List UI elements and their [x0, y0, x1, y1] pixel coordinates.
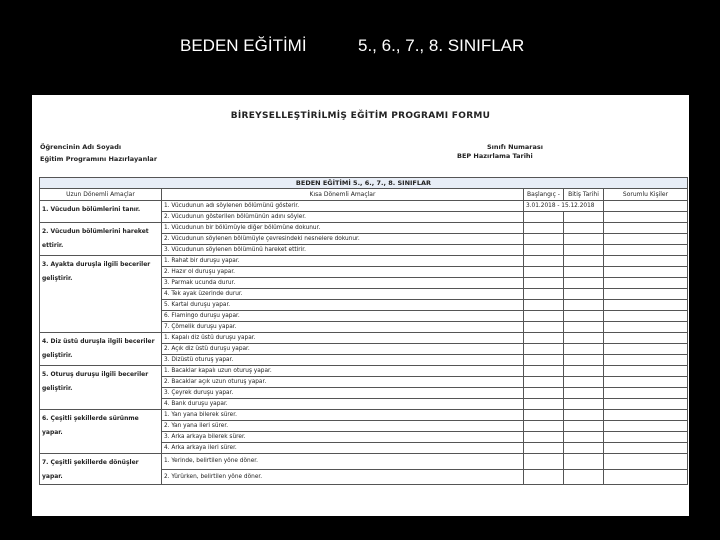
long-term-goal: 7. Çeşitli şekillerde dönüşler yapar.	[40, 454, 162, 485]
short-term-goal: 1. Rahat bir duruşu yapar.	[162, 256, 524, 267]
short-term-goal: 2. Açık diz üstü duruşu yapar.	[162, 344, 524, 355]
responsible-cell	[604, 234, 688, 245]
preparers-label: Eğitim Programını Hazırlayanlar	[40, 155, 158, 163]
responsible-cell	[604, 410, 688, 421]
long-term-goal: 3. Ayakta duruşla ilgili beceriler geliştirir.	[40, 256, 162, 333]
table-row	[40, 366, 688, 377]
school-no-label: Sınıfı Numarası	[487, 143, 543, 151]
short-term-goal: 2. Vücudunun gösterilen bölümünün adını söyler.	[162, 212, 524, 223]
responsible-cell	[604, 469, 688, 485]
short-term-goal: 2. Bacaklar açık uzun oturuş yapar.	[162, 377, 524, 388]
table-row	[40, 256, 688, 267]
short-term-goal: 1. Yan yana bilerek sürer.	[162, 410, 524, 421]
end-date-cell	[564, 212, 604, 223]
responsible-cell	[604, 256, 688, 267]
start-date-cell	[524, 311, 564, 322]
table-row	[40, 410, 688, 421]
responsible-cell	[604, 212, 688, 223]
responsible-cell	[604, 355, 688, 366]
end-date-cell	[564, 311, 604, 322]
responsible-cell	[604, 421, 688, 432]
bep-form-document	[32, 95, 689, 516]
start-date-cell	[524, 267, 564, 278]
end-date-cell	[564, 223, 604, 234]
end-date-cell	[564, 421, 604, 432]
table-band-title: BEDEN EĞİTİMİ 5., 6., 7., 8. SINIFLAR	[40, 178, 688, 189]
short-term-goal: 1. Vücudunun bir bölümüyle diğer bölümüne dokunur.	[162, 223, 524, 234]
responsible-cell	[604, 399, 688, 410]
start-date-cell	[524, 212, 564, 223]
responsible-cell	[604, 223, 688, 234]
responsible-cell	[604, 289, 688, 300]
start-date-cell	[524, 355, 564, 366]
end-date-cell	[564, 377, 604, 388]
responsible-cell	[604, 454, 688, 470]
col-long-term: Uzun Dönemli Amaçlar	[40, 189, 162, 201]
start-date-cell	[524, 245, 564, 256]
start-date-cell	[524, 322, 564, 333]
start-date-cell	[524, 333, 564, 344]
short-term-goal: 1. Yerinde, belirtilen yöne döner.	[162, 454, 524, 470]
short-term-goal: 1. Vücudunun adı söylenen bölümünü gösterir.	[162, 201, 524, 212]
table-row	[40, 454, 688, 470]
student-name-label: Öğrencinin Adı Soyadı	[40, 143, 122, 151]
long-term-goal: 5. Oturuş duruşu ilgili beceriler geliştirir.	[40, 366, 162, 410]
start-date-cell	[524, 421, 564, 432]
responsible-cell	[604, 366, 688, 377]
slide-title-grades: 5., 6., 7., 8. SINIFLAR	[358, 36, 525, 55]
start-date-cell	[524, 377, 564, 388]
short-term-goal: 2. Yan yana ileri sürer.	[162, 421, 524, 432]
start-date-cell	[524, 223, 564, 234]
start-date-cell	[524, 289, 564, 300]
end-date-cell	[564, 399, 604, 410]
responsible-cell	[604, 344, 688, 355]
short-term-goal: 4. Bank duruşu yapar.	[162, 399, 524, 410]
col-responsible: Sorumlu Kişiler	[604, 189, 688, 201]
start-date-cell	[524, 469, 564, 485]
end-date-cell	[564, 388, 604, 399]
short-term-goal: 2. Vücudunun söylenen bölümüyle çevresindeki nesnelere dokunur.	[162, 234, 524, 245]
table-row	[40, 333, 688, 344]
short-term-goal: 2. Hazır ol duruşu yapar.	[162, 267, 524, 278]
responsible-cell	[604, 432, 688, 443]
end-date-cell	[564, 267, 604, 278]
end-date-cell	[564, 245, 604, 256]
short-term-goal: 1. Bacaklar kapalı uzun oturuş yapar.	[162, 366, 524, 377]
responsible-cell	[604, 443, 688, 454]
responsible-cell	[604, 377, 688, 388]
short-term-goal: 7. Çömelik duruşu yapar.	[162, 322, 524, 333]
short-term-goal: 4. Tek ayak üzerinde durur.	[162, 289, 524, 300]
end-date-cell	[564, 410, 604, 421]
long-term-goal: 6. Çeşitli şekillerde sürünme yapar.	[40, 410, 162, 454]
responsible-cell	[604, 267, 688, 278]
end-date-cell	[564, 333, 604, 344]
short-term-goal: 2. Yürürken, belirtilen yöne döner.	[162, 469, 524, 485]
end-date-cell	[564, 278, 604, 289]
col-start: Başlangıç -	[524, 189, 564, 201]
slide-title	[0, 34, 720, 60]
end-date-cell	[564, 454, 604, 470]
end-date-cell	[564, 322, 604, 333]
long-term-goal: 1. Vücudun bölümlerini tanır.	[40, 201, 162, 223]
end-date-cell	[564, 300, 604, 311]
end-date-cell	[564, 256, 604, 267]
short-term-goal: 1. Kapalı diz üstü duruşu yapar.	[162, 333, 524, 344]
short-term-goal: 3. Dizüstü oturuş yapar.	[162, 355, 524, 366]
bep-date-label: BEP Hazırlama Tarihi	[457, 152, 533, 160]
short-term-goal: 6. Flamingo duruşu yapar.	[162, 311, 524, 322]
table-row	[40, 201, 688, 212]
responsible-cell	[604, 322, 688, 333]
end-date-cell	[564, 366, 604, 377]
start-date-cell	[524, 432, 564, 443]
goals-table-body	[40, 201, 688, 485]
col-short-term: Kısa Dönemli Amaçlar	[162, 189, 524, 201]
end-date-cell	[564, 355, 604, 366]
start-date-cell	[524, 366, 564, 377]
end-date-cell	[564, 344, 604, 355]
end-date-cell	[564, 234, 604, 245]
start-date-cell	[524, 443, 564, 454]
short-term-goal: 4. Arka arkaya ileri sürer.	[162, 443, 524, 454]
end-date-cell	[564, 469, 604, 485]
start-date-cell	[524, 344, 564, 355]
responsible-cell	[604, 300, 688, 311]
responsible-cell	[604, 388, 688, 399]
responsible-cell	[604, 201, 688, 212]
short-term-goal: 3. Parmak ucunda durur.	[162, 278, 524, 289]
long-term-goal: 4. Diz üstü duruşla ilgili beceriler geliştirir.	[40, 333, 162, 366]
start-date-cell	[524, 256, 564, 267]
short-term-goal: 3. Arka arkaya bilerek sürer.	[162, 432, 524, 443]
short-term-goal: 3. Çeyrek duruşu yapar.	[162, 388, 524, 399]
long-term-goal: 2. Vücudun bölümlerini hareket ettirir.	[40, 223, 162, 256]
start-date-cell	[524, 234, 564, 245]
responsible-cell	[604, 333, 688, 344]
start-date-cell	[524, 300, 564, 311]
form-title: BİREYSELLEŞTİRİLMİŞ EĞİTİM PROGRAMI FORMU	[230, 111, 491, 121]
goals-table	[39, 177, 688, 485]
table-row	[40, 223, 688, 234]
responsible-cell	[604, 278, 688, 289]
start-date-cell	[524, 410, 564, 421]
start-date-cell	[524, 388, 564, 399]
end-date-cell	[564, 443, 604, 454]
start-date-cell	[524, 399, 564, 410]
short-term-goal: 3. Vücudunun söylenen bölümünü hareket ettirir.	[162, 245, 524, 256]
short-term-goal: 5. Kartal duruşu yapar.	[162, 300, 524, 311]
col-end: Bitiş Tarihi	[564, 189, 604, 201]
date-range: 3.01.2018 - 15.12.2018	[524, 201, 604, 212]
start-date-cell	[524, 454, 564, 470]
slide-title-subject: BEDEN EĞİTİMİ	[180, 36, 307, 55]
end-date-cell	[564, 289, 604, 300]
start-date-cell	[524, 278, 564, 289]
responsible-cell	[604, 245, 688, 256]
end-date-cell	[564, 432, 604, 443]
responsible-cell	[604, 311, 688, 322]
